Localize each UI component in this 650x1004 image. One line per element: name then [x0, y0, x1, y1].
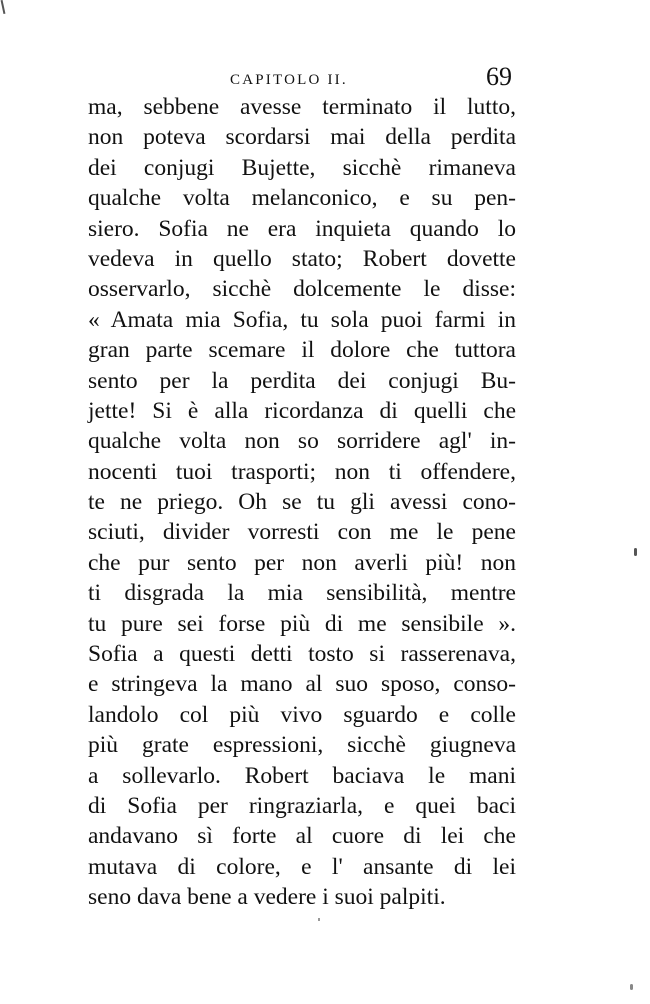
page-number: 69	[486, 62, 512, 91]
text-line: tu pure sei forse più di me sensibile ».	[88, 610, 516, 637]
text-line: vedeva in quello stato; Robert dovette	[88, 245, 516, 272]
text-line: te ne priego. Oh se tu gli avessi cono-	[88, 489, 516, 516]
text-line: osservarlo, sicchè dolcemente le disse:	[88, 276, 516, 303]
text-line: ma, sebbene avesse terminato il lutto,	[88, 94, 516, 120]
text-line: Sofia a questi detti tosto si rasserenava,	[88, 641, 516, 668]
text-line: dei conjugi Bujette, sicchè rimaneva	[88, 154, 516, 181]
text-line: « Amata mia Sofia, tu sola puoi farmi in	[88, 306, 516, 333]
text-line: mutava di colore, e l' ansante di lei	[88, 853, 516, 880]
text-line: landolo col più vivo sguardo e colle	[88, 701, 516, 728]
text-line: sciuti, divider vorresti con me le pene	[88, 519, 516, 546]
body-text	[88, 92, 516, 913]
text-line: non poteva scordarsi mai della perdita	[88, 124, 516, 151]
ink-speck	[634, 548, 637, 556]
text-line: e stringeva la mano al suo sposo, conso-	[88, 671, 516, 698]
text-line: gran parte scemare il dolore che tuttora	[88, 337, 516, 364]
text-line: jette! Si è alla ricordanza di quelli che	[88, 397, 516, 424]
text-line: qualche volta non so sorridere agl' in-	[88, 428, 516, 455]
chapter-title: CAPITOLO II.	[230, 72, 348, 88]
text-line: di Sofia per ringraziarla, e quei baci	[88, 792, 516, 819]
text-line: seno dava bene a vedere i suoi palpiti.	[88, 884, 446, 911]
text-line: sento per la perdita dei conjugi Bu-	[88, 367, 516, 394]
ink-speck	[318, 918, 320, 921]
text-line: ti disgrada la mia sensibilità, mentre	[88, 580, 516, 607]
text-line: più grate espressioni, sicchè giugneva	[88, 732, 516, 759]
ink-speck	[1, 0, 6, 14]
text-line: nocenti tuoi trasporti; non ti offendere,	[88, 458, 516, 485]
running-head	[88, 60, 516, 94]
ink-speck	[630, 984, 633, 990]
text-line: a sollevarlo. Robert baciava le mani	[88, 762, 516, 789]
text-line: siero. Sofia ne era inquieta quando lo	[88, 215, 516, 242]
text-line: andavano sì forte al cuore di lei che	[88, 823, 516, 850]
text-line: qualche volta melanconico, e su pen-	[88, 185, 516, 212]
text-line: che pur sento per non averli più! non	[88, 549, 516, 576]
